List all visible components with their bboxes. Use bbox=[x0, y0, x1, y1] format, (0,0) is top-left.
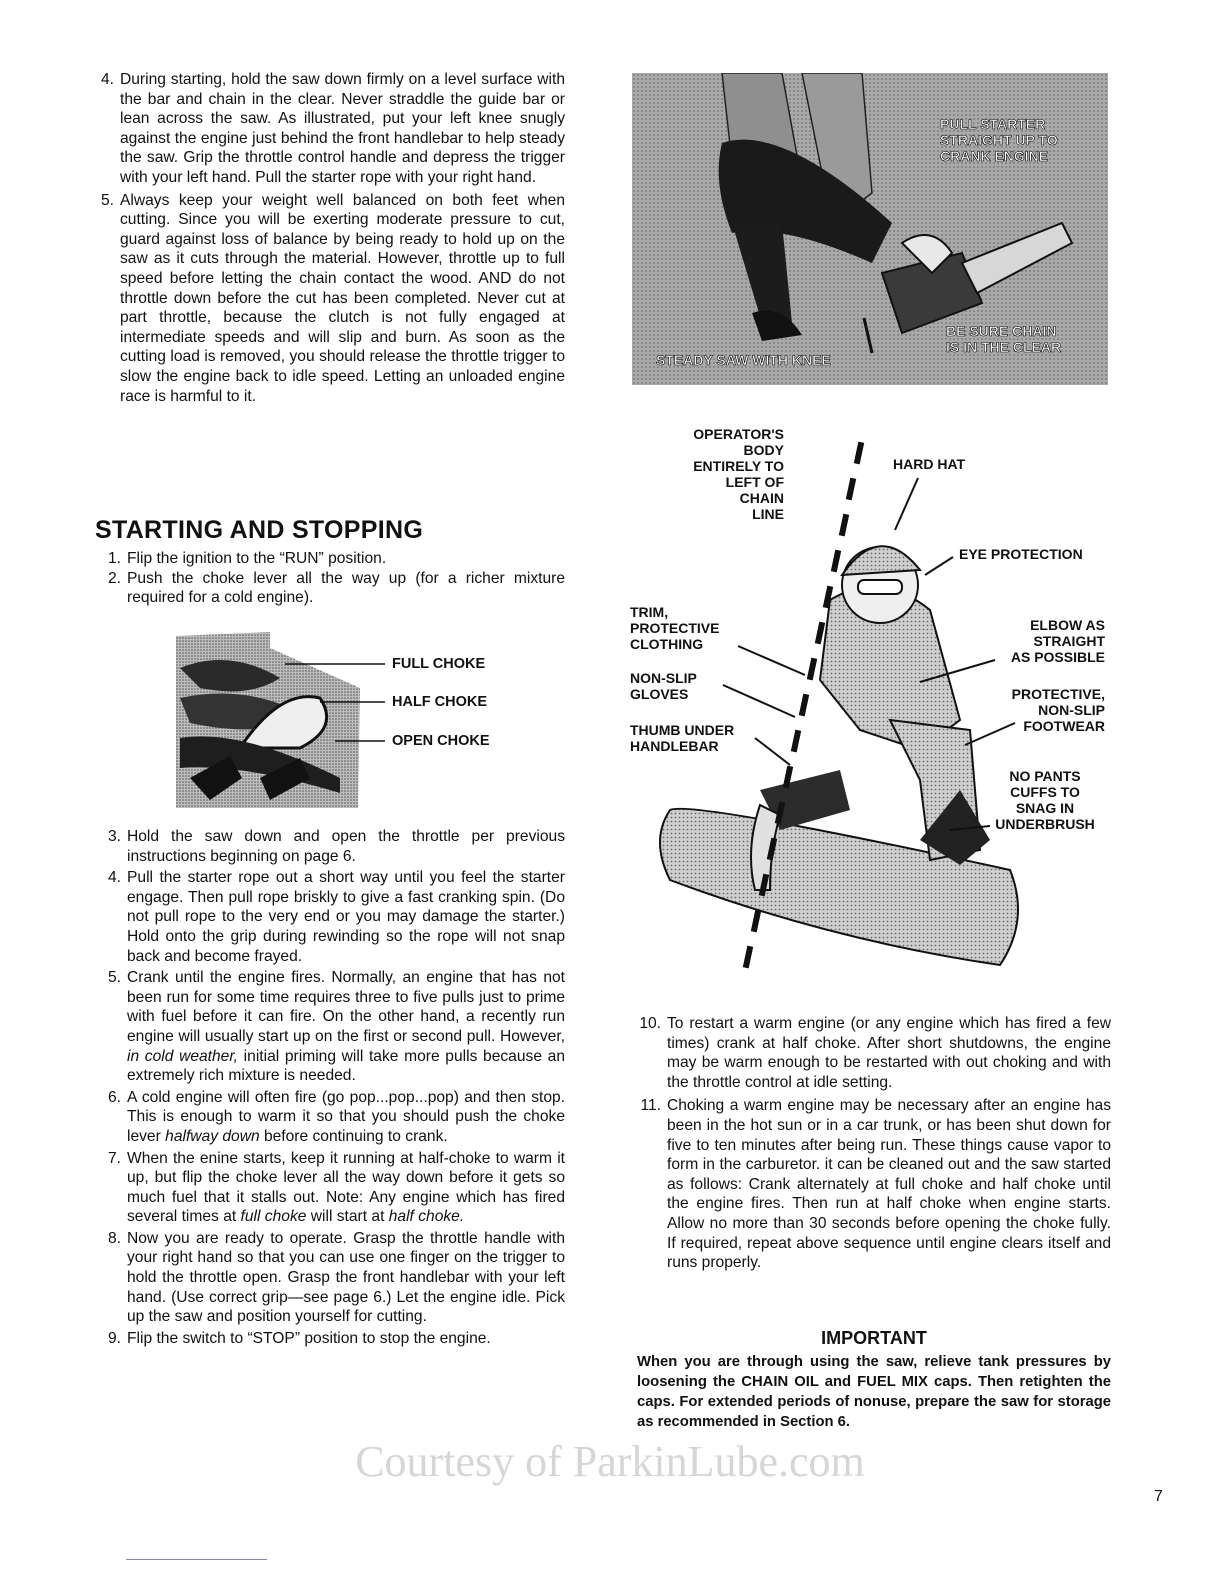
footwear-label: PROTECTIVE, NON-SLIP FOOTWEAR bbox=[1011, 686, 1105, 734]
item-number: 9. bbox=[107, 1329, 121, 1347]
section-title: STARTING AND STOPPING bbox=[95, 516, 424, 544]
list-item bbox=[97, 968, 565, 1086]
list-item bbox=[97, 1088, 565, 1147]
item-number: 11. bbox=[640, 1097, 661, 1115]
item-text: Flip the ignition to the “RUN” position. bbox=[127, 550, 387, 567]
text-part: before continuing to crank. bbox=[259, 1127, 448, 1145]
steps-list-c bbox=[637, 1014, 1111, 1277]
open-choke-label: OPEN CHOKE bbox=[392, 733, 490, 749]
item-text: To restart a warm engine (or any engine which has fired a few times) crank at half choke. After short shutdowns, the engine may be warm enough to be restarted with out choking and with the throttle control at idle setting. bbox=[667, 1015, 1111, 1091]
text-part: Crank until the engine fires. Normally, an engine that has not been run for some time requires three to five pulls just to prime with fuel before it can fire. On the other hand, a recently run engine will usually start up on the first or second pull. However, bbox=[127, 969, 565, 1045]
footer-rule bbox=[126, 1559, 267, 1560]
pull-starter-caption bbox=[940, 116, 1058, 164]
list-item bbox=[97, 827, 565, 866]
emphasis: full choke bbox=[240, 1208, 307, 1226]
item-text bbox=[127, 1089, 565, 1145]
item-number: 10. bbox=[639, 1015, 661, 1032]
important-heading: IMPORTANT bbox=[821, 1328, 927, 1348]
text-part: A cold engine will often fire (go pop...pop...pop) and then stop. This is enough to warm it so that you should push the choke lever bbox=[127, 1088, 565, 1145]
intro-list bbox=[90, 70, 565, 409]
list-item bbox=[97, 549, 565, 569]
item-text: Now you are ready to operate. Grasp the throttle handle with your right hand so that you can use one finger on the trigger to hold the throttle open. Grasp the front handlebar with your left hand. (Use correct grip—see page 6.) Let the engine idle. Pick up the saw and position yourself for cutting. bbox=[127, 1229, 565, 1326]
emphasis: in cold weather, bbox=[127, 1047, 239, 1065]
list-item bbox=[637, 1096, 1111, 1272]
item-number: 4. bbox=[107, 869, 121, 887]
pull-starter-line: CRANK ENGINE bbox=[940, 148, 1049, 164]
list-item bbox=[97, 1229, 565, 1327]
watermark: Courtesy of ParkinLube.com bbox=[355, 1437, 865, 1486]
be-sure-line: IS IN THE CLEAR bbox=[946, 339, 1062, 355]
item-text bbox=[127, 969, 565, 1084]
list-item bbox=[637, 1014, 1111, 1092]
thumb-label: THUMB UNDER HANDLEBAR bbox=[630, 722, 735, 754]
list-item bbox=[97, 1149, 565, 1227]
starting-photo bbox=[632, 73, 1108, 385]
list-item bbox=[90, 70, 565, 188]
operator-body-label: OPERATOR'S BODY ENTIRELY TO LEFT OF CHAIN LINE bbox=[693, 426, 784, 522]
eye-protection-label: EYE PROTECTION bbox=[959, 546, 1083, 562]
page-number: 7 bbox=[1154, 1488, 1163, 1505]
pants-cuffs-label: NO PANTS CUFFS TO SNAG IN UNDERBRUSH bbox=[995, 768, 1095, 832]
item-number: 1. bbox=[107, 550, 121, 567]
half-choke-label: HALF CHOKE bbox=[392, 694, 488, 710]
item-text: Push the choke lever all the way up (for a richer mixture required for a cold engine). bbox=[127, 569, 565, 607]
pull-starter-line: STRAIGHT UP TO bbox=[940, 132, 1058, 148]
elbow-label: ELBOW AS STRAIGHT AS POSSIBLE bbox=[1010, 617, 1105, 665]
important-notice: When you are through using the saw, relieve tank pressures by loosening the CHAIN OIL and FUEL MIX caps. Then retighten the caps. For extended periods of nonuse, prepare the saw for storage as recommended in Section 6. bbox=[637, 1354, 1111, 1430]
item-text: Flip the switch to “STOP” position to stop the engine. bbox=[127, 1329, 491, 1347]
item-number: 7. bbox=[107, 1149, 121, 1167]
list-item bbox=[97, 1329, 565, 1349]
list-item bbox=[97, 569, 565, 608]
emphasis: half choke. bbox=[388, 1208, 465, 1226]
list-item bbox=[90, 191, 565, 407]
item-number: 3. bbox=[107, 828, 121, 845]
item-number: 2. bbox=[107, 569, 121, 587]
gloves-label: NON-SLIP GLOVES bbox=[630, 670, 697, 702]
item-number: 8. bbox=[107, 1229, 121, 1247]
item-text bbox=[127, 1150, 565, 1226]
steps-list-a bbox=[97, 549, 565, 608]
emphasis: halfway down bbox=[165, 1127, 260, 1145]
item-number: 4. bbox=[100, 71, 114, 88]
item-number: 5. bbox=[100, 191, 114, 209]
be-sure-chain-caption bbox=[946, 323, 1061, 355]
item-number: 5. bbox=[107, 969, 121, 987]
list-item bbox=[97, 868, 565, 966]
item-number: 6. bbox=[107, 1088, 121, 1106]
be-sure-line: BE SURE CHAIN bbox=[946, 323, 1057, 339]
trim-clothing-label: TRIM, PROTECTIVE CLOTHING bbox=[630, 604, 720, 652]
text-part: When the enine starts, keep it running at half-choke to warm it up, but flip the choke lever all the way down before it gets so much fuel that it stalls out. Note: Any engine which has fired several times at bbox=[127, 1149, 565, 1226]
choke-lever-illustration bbox=[170, 628, 390, 808]
item-text: During starting, hold the saw down firmly on a level surface with the bar and chain in the clear. Never straddle the guide bar or lean across the saw. As illustrated, put your left knee snugly against the engine just behind the front handlebar to help steady the saw. Grip the throttle control handle and depress the trigger with your left hand. Pull the starter rope with your right hand. bbox=[120, 71, 565, 186]
hard-hat-label: HARD HAT bbox=[893, 456, 966, 472]
text-part: initial priming will take more pulls because an extremely rich mixture is needed. bbox=[127, 1047, 565, 1085]
text-part: will start at bbox=[306, 1208, 389, 1226]
full-choke-label: FULL CHOKE bbox=[392, 656, 486, 672]
pull-starter-line: PULL STARTER bbox=[940, 116, 1046, 132]
item-text: Hold the saw down and open the throttle per previous instructions beginning on page 6. bbox=[127, 828, 565, 865]
item-text: Pull the starter rope out a short way until you feel the starter engage. Then pull rope briskly to give a fast cranking spin. (Do not pull rope to the very end or you may damage the starter.) Hold onto the grip during rewinding so the rope will not snap back and become frayed. bbox=[127, 869, 565, 965]
steady-saw-caption: STEADY SAW WITH KNEE bbox=[656, 352, 831, 368]
item-text: Always keep your weight well balanced on both feet when cutting. Since you will be exerting moderate pressure to cut, guard against loss of balance by being ready to hold up on the saw as it cuts through the material. However, throttle up to full speed before letting the chain contact the wood. AND do not throttle down before the cut has been completed. Never cut at part throttle, because the clutch is not fully engaged at intermediate speeds and will slip and burn. As soon as the cutting load is removed, you should release the throttle trigger to slow the engine back to idle speed. Letting an unloaded engine race is harmful to it. bbox=[120, 191, 565, 405]
steps-list-b bbox=[97, 827, 565, 1350]
item-text: Choking a warm engine may be necessary after an engine has been in the hot sun or in a car trunk, or has been shut down for five to ten minutes after being run. These things cause vapor to form in the carburetor. it can be cleaned out and the saw started as follows: Crank alternately at full choke and half choke until the engine fires. Then run at half choke when engine starts. Allow no more than 30 seconds before opening the choke fully. If required, repeat above sequence until engine clears itself and runs properly. bbox=[667, 1097, 1111, 1272]
